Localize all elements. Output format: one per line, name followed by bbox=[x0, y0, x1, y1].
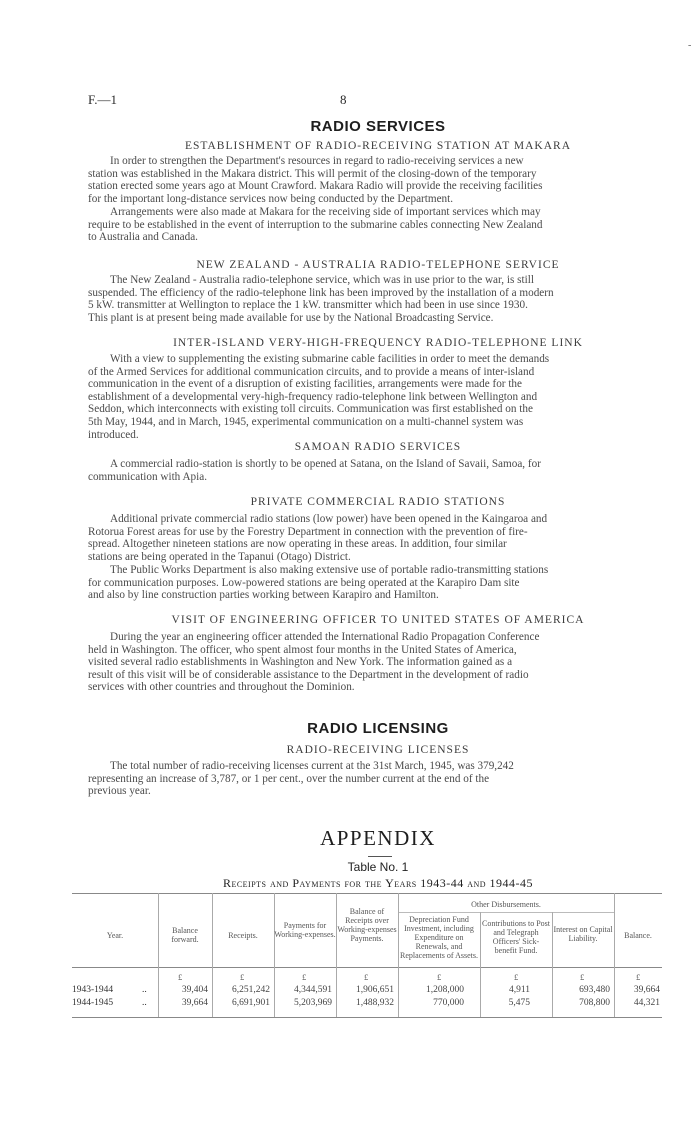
group-header: Other Disbursements. bbox=[471, 900, 541, 909]
text-line: previous year. bbox=[88, 785, 151, 798]
column-header: Depreciation Fund Investment, including Expenditure on Renewals, and Replacements of Assets. bbox=[400, 915, 478, 960]
currency-symbol: £ bbox=[437, 972, 442, 982]
column-header: Interest on Capital Liability. bbox=[553, 925, 613, 943]
row-leader-dots: .. bbox=[142, 998, 147, 1008]
row-year: 1943-1944 bbox=[72, 985, 114, 995]
currency-symbol: £ bbox=[178, 972, 183, 982]
text-line: In order to strengthen the Department's resources in regard to radio-receiving services a new bbox=[110, 155, 524, 167]
text-line: services with other countries and throughout the Dominion. bbox=[88, 681, 355, 694]
text-line: communication with Apia. bbox=[88, 470, 208, 483]
table-number: Table No. 1 bbox=[347, 860, 409, 874]
receipts-payments-table bbox=[72, 893, 662, 1018]
text-line: representing an increase of 3,787, or 1 per cent., over the number current at the end of the bbox=[88, 772, 490, 785]
text-line: for the important long-distance services now being conducted by the Department. bbox=[88, 192, 454, 205]
text-line: stations are being operated in the Tapanui (Otago) District. bbox=[88, 550, 351, 563]
text-line: introduced. bbox=[88, 428, 139, 441]
table-cell: 1,208,000 bbox=[426, 985, 464, 995]
column-header: Balance of Receipts over Working-expenses Payments. bbox=[337, 907, 397, 943]
column-header: Payments for Working-expenses. bbox=[274, 921, 336, 939]
table-cell: 693,480 bbox=[579, 985, 610, 995]
edge-mark: - bbox=[688, 40, 692, 51]
text-line: to Australia and Canada. bbox=[88, 231, 198, 244]
row-leader-dots: .. bbox=[142, 985, 147, 995]
paragraph-private-1 bbox=[88, 513, 668, 563]
table-cell: 39,404 bbox=[181, 985, 208, 995]
paragraph-nz-australia bbox=[88, 274, 668, 324]
report-code: F.—1 bbox=[88, 92, 117, 107]
text-line: station was established in the Makara district. This will permit of the closing-down of the temporary bbox=[88, 167, 537, 180]
text-line: Additional private commercial radio stations (low power) have been opened in the Kaingaroa and bbox=[110, 513, 548, 525]
text-line: The New Zealand - Australia radio-telephone service, which was in use prior to the war, is still bbox=[110, 274, 534, 286]
heading-radio-receiving-licenses: RADIO-RECEIVING LICENSES bbox=[286, 744, 470, 756]
paragraph-private-2 bbox=[88, 564, 668, 602]
text-line: Arrangements were also made at Makara for the receiving side of important services which may bbox=[110, 206, 541, 218]
text-line: During the year an engineering officer attended the International Radio Propagation Conference bbox=[110, 631, 540, 643]
paragraph-makara-1 bbox=[88, 155, 668, 205]
heading-visit: VISIT OF ENGINEERING OFFICER TO UNITED STATES OF AMERICA bbox=[171, 614, 585, 626]
currency-symbol: £ bbox=[302, 972, 307, 982]
currency-symbol: £ bbox=[580, 972, 585, 982]
column-header: Balance forward. bbox=[171, 926, 199, 944]
text-line: of the Armed Services for additional communication circuits, and to provide a means of inter-island bbox=[88, 365, 535, 378]
text-line: held in Washington. The officer, who spent almost four months in the United States of America, bbox=[88, 643, 517, 656]
text-line: result of this visit will be of considerable assistance to the Department in the development of radio bbox=[88, 668, 529, 681]
table-bottom-rule bbox=[72, 1017, 662, 1018]
column-header: Contributions to Post and Telegraph Officers' Sick-benefit Fund. bbox=[482, 919, 551, 955]
heading-inter-island: INTER-ISLAND VERY-HIGH-FREQUENCY RADIO-TELEPHONE LINK bbox=[173, 337, 583, 349]
currency-symbol: £ bbox=[514, 972, 519, 982]
text-line: for communication purposes. Low-powered stations are being operated at the Karapiro Dam site bbox=[88, 576, 520, 589]
row-year: 1944-1945 bbox=[72, 998, 114, 1008]
header-bottom-rule bbox=[72, 967, 662, 968]
table-cell: 4,344,591 bbox=[294, 985, 332, 995]
text-line: station erected some years ago at Mount Crawford. Makara Radio will provide the receiving facilities bbox=[88, 180, 543, 193]
text-line: A commercial radio-station is shortly to be opened at Satana, on the Island of Savaii, Samoa, for bbox=[110, 458, 541, 470]
appendix-title: APPENDIX bbox=[320, 826, 436, 850]
table-cell: 770,000 bbox=[433, 998, 464, 1008]
table-top-rule bbox=[72, 893, 662, 894]
text-line: The Public Works Department is also making extensive use of portable radio-transmitting stations bbox=[110, 564, 549, 576]
currency-symbol: £ bbox=[364, 972, 369, 982]
text-line: suspended. The efficiency of the radio-telephone link has been improved by the installation of a modern bbox=[88, 286, 554, 299]
table-cell: 1,906,651 bbox=[356, 985, 394, 995]
paragraph-makara-2 bbox=[88, 206, 668, 244]
heading-private: PRIVATE COMMERCIAL RADIO STATIONS bbox=[250, 496, 506, 508]
text-line: With a view to supplementing the existing submarine cable facilities in order to meet the demands bbox=[110, 353, 550, 365]
heading-samoan: SAMOAN RADIO SERVICES bbox=[294, 441, 462, 453]
text-line: require to be established in the event of interruption to the submarine cables connecting New Zealand bbox=[88, 218, 543, 231]
column-header: Receipts. bbox=[228, 931, 258, 940]
text-line: establishment of a developmental very-high-frequency radio-telephone link between Wellington and bbox=[88, 390, 538, 403]
heading-makara: ESTABLISHMENT OF RADIO-RECEIVING STATION AT MAKARA bbox=[184, 140, 572, 152]
section-title-radio-licensing: RADIO LICENSING bbox=[307, 720, 449, 737]
table-cell: 6,691,901 bbox=[232, 998, 270, 1008]
section-title-radio-services: RADIO SERVICES bbox=[310, 118, 446, 135]
text-line: visited several radio establishments in Washington and New York. The information gained as a bbox=[88, 656, 513, 669]
column-header: Balance. bbox=[624, 931, 652, 940]
text-line: communication in the event of a disruption of existing facilities, arrangements were made for the bbox=[88, 378, 522, 391]
table-cell: 6,251,242 bbox=[232, 985, 270, 995]
text-line: The total number of radio-receiving licenses current at the 31st March, 1945, was 379,242 bbox=[110, 760, 514, 772]
column-header: Year. bbox=[106, 931, 124, 940]
text-line: 5 kW. transmitter at Wellington to replace the 1 kW. transmitter which had been in use since 1930. bbox=[88, 299, 528, 312]
table-cell: 39,664 bbox=[181, 998, 208, 1008]
heading-nz-australia: NEW ZEALAND - AUSTRALIA RADIO-TELEPHONE SERVICE bbox=[196, 259, 560, 271]
text-line: 5th May, 1944, and in March, 1945, experimental communication on a multi-channel system was bbox=[88, 415, 524, 428]
table-cell: 39,664 bbox=[633, 985, 660, 995]
paragraph-inter-island bbox=[88, 353, 668, 441]
page-number: 8 bbox=[340, 92, 347, 107]
paragraph-licensing bbox=[88, 760, 668, 798]
paragraph-samoan bbox=[88, 458, 668, 483]
table-cell: 5,203,969 bbox=[294, 998, 332, 1008]
text-line: This plant is at present being made available for use by the National Broadcasting Service. bbox=[88, 311, 494, 324]
text-line: Rotorua Forest areas for use by the Forestry Department in connection with the prevention of fire- bbox=[88, 525, 528, 538]
paragraph-visit bbox=[88, 631, 668, 694]
table-cell: 44,321 bbox=[633, 998, 660, 1008]
group-rule bbox=[398, 912, 614, 913]
currency-symbol: £ bbox=[240, 972, 245, 982]
table-cell: 1,488,932 bbox=[356, 998, 394, 1008]
table-title: Receipts and Payments for the Years 1943-44 and 1944-45 bbox=[222, 876, 534, 890]
text-line: Seddon, which interconnects with existing toll circuits. Communication was first established on the bbox=[88, 403, 533, 416]
text-line: and also by line construction parties working between Karapiro and Hamilton. bbox=[88, 589, 439, 602]
text-line: spread. Altogether nineteen stations are now operating in these areas. In addition, four similar bbox=[88, 538, 507, 551]
table-cell: 708,800 bbox=[579, 998, 610, 1008]
table-cell: 5,475 bbox=[508, 998, 530, 1008]
table-cell: 4,911 bbox=[508, 985, 530, 995]
title-rule bbox=[368, 856, 392, 857]
currency-symbol: £ bbox=[636, 972, 641, 982]
